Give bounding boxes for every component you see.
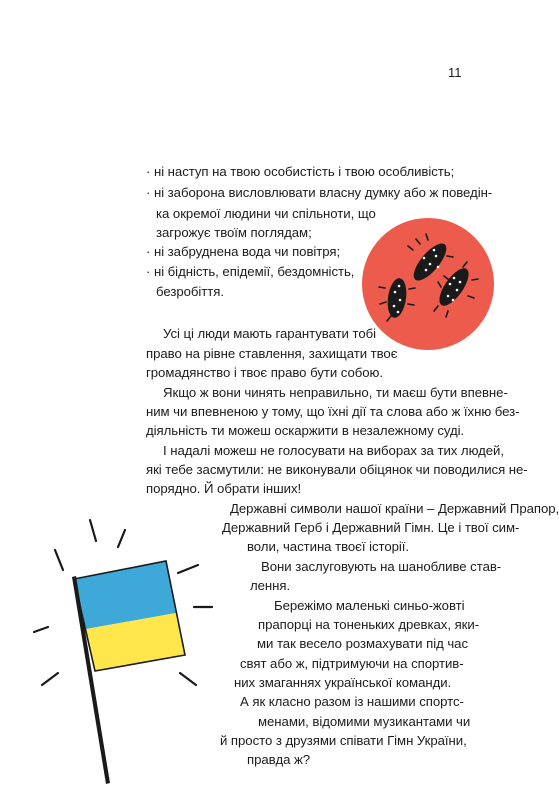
text-line: порядно. Й обрати інших! — [146, 481, 302, 496]
text-line: громадянство і твоє право бути собою. — [146, 365, 383, 380]
ukrainian-flag-illustration — [0, 515, 240, 795]
text-line: Бережімо маленькі синьо-жовті — [274, 598, 465, 613]
text-line: Державні символи нашої країни – Державний Прапор, — [230, 501, 559, 516]
list-item: безробіття. — [156, 284, 224, 299]
text-line: правда ж? — [247, 752, 311, 767]
text-line: І надалі можеш не голосувати на виборах за тих людей, — [163, 443, 504, 458]
text-line: ми так весело розмахувати під час — [257, 636, 468, 651]
list-item: ка окремої людини чи спільноти, що — [156, 206, 376, 221]
text-line: діяльність ти можеш оскаржити в незалежному суді. — [146, 423, 465, 438]
text-line: воли, частина твоєї історії. — [247, 539, 410, 554]
virus-circle-illustration — [358, 212, 498, 352]
text-line: Державний Герб і Державний Гімн. Це і твої сим- — [222, 520, 520, 535]
text-line: А як класно разом із нашими спортс- — [240, 694, 464, 709]
list-item: · ні заборона висловлювати власну думку або ж поведін- — [146, 185, 493, 200]
text-line: й просто з друзями співати Гімн України, — [220, 733, 467, 748]
text-line: Усі ці люди мають гарантувати тобі — [163, 326, 376, 341]
text-line: ним чи впевненою у тому, що їхні дії та слова або ж їхню без- — [146, 404, 520, 419]
text-line: менами, відомими музикантами чи — [258, 714, 471, 729]
list-item: · ні наступ на твою особистість і твою особливість; — [146, 164, 455, 179]
text-line: право на рівне ставлення, захищати твоє — [146, 346, 398, 361]
list-item: загрожує твоїм поглядам; — [156, 225, 312, 240]
text-line: них змаганнях української команди. — [234, 675, 452, 690]
text-line: лення. — [250, 578, 291, 593]
text-line: свят або ж, підтримуючи на спортив- — [240, 656, 464, 671]
list-item: · ні бідність, епідемії, бездомність, — [146, 264, 355, 279]
text-line: Якщо ж вони чинять неправильно, ти маєш бути впевне- — [163, 385, 508, 400]
text-line: які тебе засмутили: не виконували обіцянок чи поводилися не- — [146, 462, 528, 477]
text-line: Вони заслуговують на шанобливе став- — [261, 559, 502, 574]
page-number: 11 — [448, 65, 462, 80]
list-item: · ні забруднена вода чи повітря; — [146, 244, 341, 259]
text-line: прапорці на тоненьких древках, яки- — [258, 617, 480, 632]
